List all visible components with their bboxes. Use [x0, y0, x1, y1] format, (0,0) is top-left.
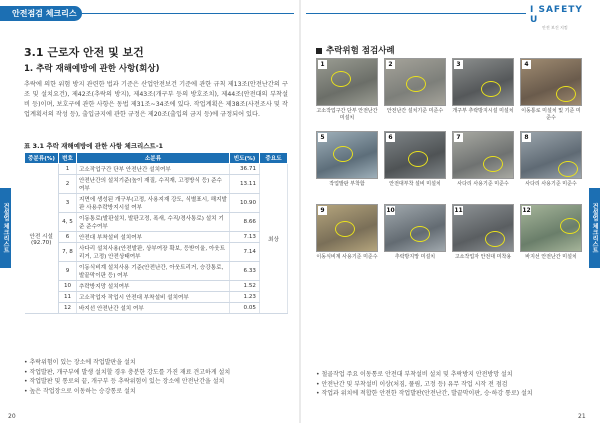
list-item: • 안전난간 및 부착설비 이상(처짐, 풀림, 고정 등) 유무 작업 시작 전 점검 [316, 380, 588, 390]
col-header-number: 번호 [59, 153, 77, 164]
site-photo [520, 58, 582, 106]
row-number-cell: 10 [59, 281, 77, 292]
table-row [25, 292, 288, 303]
row-frequency-cell: 36.71 [230, 164, 260, 175]
photo-card [384, 131, 446, 188]
row-number-cell: 9 [59, 262, 77, 281]
site-photo [520, 131, 582, 179]
row-number-cell: 6 [59, 232, 77, 243]
row-number-cell: 4, 5 [59, 213, 77, 232]
highlight-circle [558, 161, 578, 177]
site-photo [520, 204, 582, 252]
highlight-circle [331, 71, 351, 87]
row-frequency-cell: 10.90 [230, 194, 260, 213]
photo-number: 7 [454, 133, 463, 142]
photo-card [452, 131, 514, 188]
photo-caption: 추락방지망 미설치 [394, 254, 436, 260]
highlight-circle [556, 86, 576, 102]
photo-number: 11 [454, 207, 463, 214]
photo-caption: 고소작업구간 단부 안전난간 미설치 [316, 108, 378, 121]
highlight-circle [410, 226, 430, 242]
row-number-cell: 2 [59, 175, 77, 194]
site-photo [316, 131, 378, 179]
table-header-row [25, 153, 288, 164]
photo-card [384, 58, 446, 115]
section-tab: 안전점검 체크리스트 [0, 6, 82, 21]
category-cell: 안전 시설 (92.70) [25, 164, 59, 314]
col-header-item: 소분류 [77, 153, 230, 164]
photo-caption: 안전난간 설치기준 미준수 [386, 108, 444, 114]
list-item: • 작업과 위치에 적합한 안전한 작업발판(안전난간, 발끝막이판, 승·하강 통로) 설치 [316, 389, 588, 399]
site-photo [384, 204, 446, 252]
photo-number: 6 [386, 133, 395, 142]
list-item: • 철골작업 주요 이동통로 안전대 부착설비 설치 및 추락방지 안전방망 설치 [316, 370, 588, 380]
highlight-circle [560, 218, 580, 234]
row-frequency-cell: 1.23 [230, 292, 260, 303]
row-number-cell: 12 [59, 303, 77, 314]
table-row [25, 232, 288, 243]
safety-logo [530, 5, 592, 30]
side-tab-left: 건설업 체크리스트 [0, 188, 11, 268]
highlight-circle [406, 76, 426, 92]
photo-caption: 개구부 추락방지시설 미설치 [452, 108, 514, 114]
photo-caption: 사다리 사용기준 미준수 [457, 181, 509, 187]
col-header-category: 중분류(%) [25, 153, 59, 164]
row-item-cell: 이동식비계 설치사용 기준(안전난간, 아웃트리거, 승강통로, 발끝막이판 등) 여부 [77, 262, 230, 281]
photo-caption: 고소작업자 안전대 미착용 [454, 254, 512, 260]
table-row [25, 281, 288, 292]
col-header-importance: 중요도 [260, 153, 288, 164]
site-photo [316, 58, 378, 106]
side-tab-right: 건설업 체크리스트 [589, 188, 600, 268]
photo-card [520, 204, 582, 261]
row-number-cell: 7, 8 [59, 243, 77, 262]
photo-caption: 이동통로 미설치 및 기준 미준수 [521, 108, 581, 121]
photo-card [316, 204, 378, 261]
left-bullet-list [24, 358, 292, 396]
row-frequency-cell: 0.05 [230, 303, 260, 314]
row-item-cell: 안전대 부착설비 설치여부 [77, 232, 230, 243]
checklist-table [24, 152, 288, 314]
table-row [25, 303, 288, 314]
highlight-circle [483, 156, 503, 172]
photo-grid [316, 58, 586, 358]
photo-caption: 안전대부착 설비 미설치 [389, 181, 441, 187]
photo-number: 5 [318, 133, 327, 142]
row-frequency-cell: 13.11 [230, 175, 260, 194]
photo-number: 8 [522, 133, 531, 142]
subsection-heading: 1. 추락 재해예방에 관한 사항(회상) [24, 64, 160, 74]
photo-caption: 바지선 안전난간 미설치 [525, 254, 577, 260]
header-rule-right [306, 13, 526, 14]
photo-caption: 작업발판 부착함 [329, 181, 365, 187]
photo-card [452, 204, 514, 261]
list-item: • 추락위험이 있는 장소에 작업발판을 설치 [24, 358, 292, 368]
photo-card [316, 131, 378, 188]
row-frequency-cell: 7.14 [230, 243, 260, 262]
photo-caption: 이동식비계 사용기준 미준수 [316, 254, 378, 260]
page-gutter [299, 0, 301, 423]
table-row [25, 262, 288, 281]
photo-number: 1 [318, 60, 327, 69]
importance-cell: 최상 [260, 164, 288, 314]
col-header-frequency: 빈도(%) [230, 153, 260, 164]
photo-card [384, 204, 446, 261]
row-frequency-cell: 7.13 [230, 232, 260, 243]
table-row [25, 164, 288, 175]
row-number-cell: 3 [59, 194, 77, 213]
logo-subtitle: 안전 보건 지킴 [542, 25, 568, 30]
table-row [25, 213, 288, 232]
photo-number: 12 [522, 207, 531, 214]
row-frequency-cell: 8.66 [230, 213, 260, 232]
site-photo [316, 204, 378, 252]
highlight-circle [485, 231, 505, 247]
photo-card [452, 58, 514, 115]
row-item-cell: 지면에 생성된 개구부(고정, 사용지재 강도, 식별표시, 해지발판 사용추락방지시설 여부 [77, 194, 230, 213]
square-bullet-icon [316, 48, 322, 54]
row-number-cell: 11 [59, 292, 77, 303]
row-frequency-cell: 1.52 [230, 281, 260, 292]
photo-number: 3 [454, 60, 463, 69]
logo-text: I SAFETY U [530, 5, 583, 25]
photo-number: 10 [386, 207, 395, 214]
list-item: • 작업발판 및 통로의 끝, 개구부 등 추락위험이 있는 장소에 안전난간을 설치 [24, 377, 292, 387]
site-photo [452, 204, 514, 252]
site-photo [452, 58, 514, 106]
page-number-left: 20 [8, 413, 16, 420]
photo-card [520, 58, 582, 121]
row-item-cell: 바지선 안전난간 설치 여부 [77, 303, 230, 314]
right-heading [316, 44, 395, 56]
site-photo [452, 131, 514, 179]
photo-number: 9 [318, 206, 327, 215]
highlight-circle [333, 146, 353, 162]
table-caption: 표 3.1 추락 재해예방에 관한 사항 체크리스트-1 [24, 142, 164, 150]
list-item: • 작업발판, 개구부에 발생 설치할 경우 충분한 강도를 가진 재료 견고하게 설치 [24, 368, 292, 378]
row-item-cell: 고소작업자 작업시 안전대 부착설비 설치여부 [77, 292, 230, 303]
section-heading: 3.1 근로자 안전 및 보건 [24, 46, 144, 59]
row-item-cell: 고소작업구간 단부 안전난간 설치여부 [77, 164, 230, 175]
list-item: • 높은 작업장으로 이동하는 승강통로 설치 [24, 387, 292, 397]
photo-number: 2 [386, 60, 395, 69]
row-item-cell: 이동통로(발판설치, 발판고정, 폭새, 수직/경사통로) 설치 기준 준수여부 [77, 213, 230, 232]
photo-number: 4 [522, 60, 531, 69]
intro-paragraph: 추락에 의한 위험 방지 관련한 법과 기준은 산업안전보건 기준에 관한 규칙 제13조(안전난간의 구조 및 설치요건), 제42조(추락의 방지), 제43조(개구부 등의 방호조치), 제44조(안전대의 부착설비 등)이며, 보호구에 관한 사항은 동법 제31조~34조에 있다. 작업계획은 제38조(사전조사 및 작업계획서의 작성 등), 출입금지에 관한 규정은 제20조(출입의 금지 등)에 규정되어 있다. [24, 81, 288, 118]
highlight-circle [335, 221, 355, 237]
right-heading-text: 추락위험 점검사례 [326, 46, 395, 56]
row-item-cell: 안전난간의 설치기준(높이 재질, 수직재, 고정방식 등) 준수여부 [77, 175, 230, 194]
header-rule-left [82, 13, 294, 14]
site-photo [384, 58, 446, 106]
row-number-cell: 1 [59, 164, 77, 175]
table-row [25, 243, 288, 262]
table-row [25, 175, 288, 194]
page-number-right: 21 [578, 413, 586, 420]
row-frequency-cell: 6.33 [230, 262, 260, 281]
right-bullet-list [316, 370, 588, 399]
photo-caption: 사다리 사용기준 미준수 [525, 181, 577, 187]
row-item-cell: 추락방지망 설치여부 [77, 281, 230, 292]
row-item-cell: 사다리 설치사용(안전발판, 상부여장 확보, 등받이울, 아웃트리거, 고정) 안전상태여부 [77, 243, 230, 262]
site-photo [384, 131, 446, 179]
highlight-circle [408, 151, 428, 167]
photo-card [520, 131, 582, 188]
table-row [25, 194, 288, 213]
photo-card [316, 58, 378, 121]
highlight-circle [481, 81, 501, 97]
